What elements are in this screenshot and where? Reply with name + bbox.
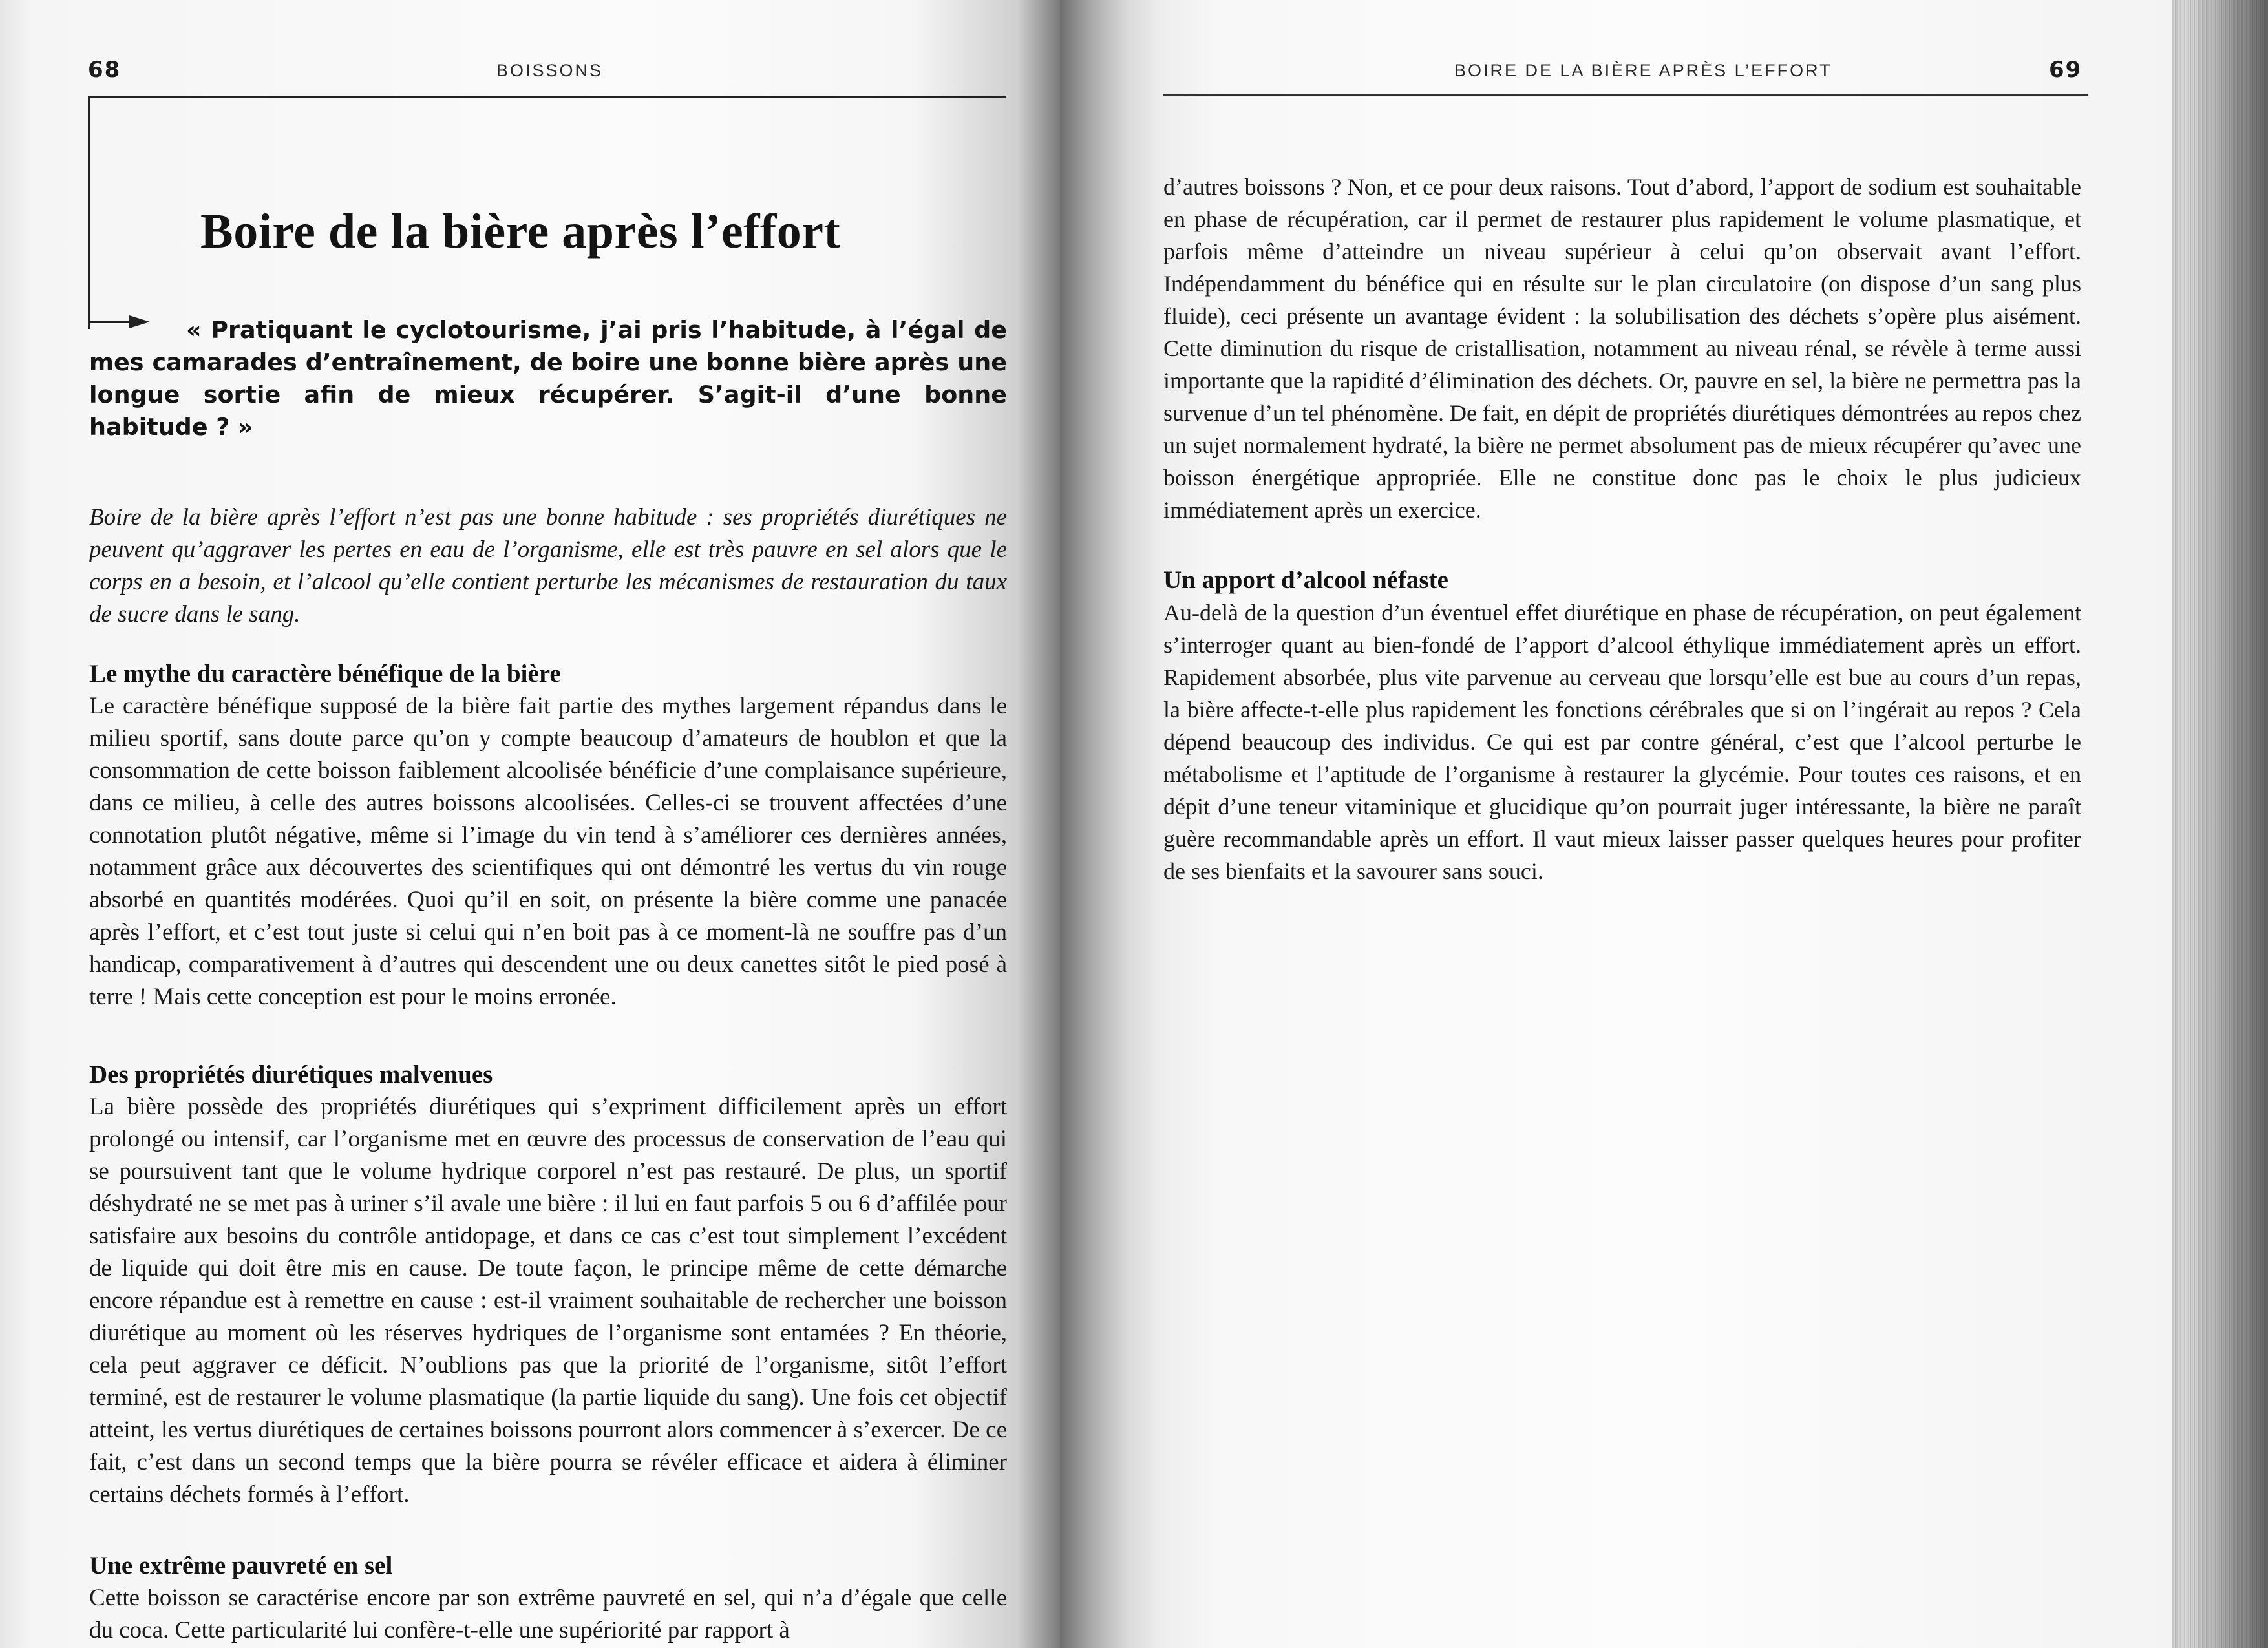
section-salt	[89, 1550, 1007, 1647]
title-frame-left	[88, 96, 90, 329]
right-page	[1163, 0, 2172, 1648]
left-page	[0, 0, 1060, 1648]
page-edges-shadow	[2194, 0, 2268, 1648]
section-heading: Des propriétés diurétiques malvenues	[89, 1061, 493, 1088]
page-number-left: 68	[88, 57, 122, 83]
section-body: Le caractère bénéfique supposé de la bière fait partie des mythes largement répandus dans le milieu sportif, sans doute parce qu’on y compte beaucoup d’amateurs de houblon et que la consommation de cette boisson faiblement alcoolisée bénéficie d’une complaisance supérieure, dans ce milieu, à celle des autres boissons alcoolisées. Celles-ci se trouvent affectées d’une connotation plutôt négative, même si l’image du vin tend à s’améliorer ces dernières années, notamment grâce aux découvertes des scientifiques qui ont démontré les vertus du vin rouge absorbé en quantités modérées. Quoi qu’il en soit, on présente la bière comme une panacée après l’effort, et c’est tout juste si celui qui n’en boit pas à ce moment-là ne souffre pas d’un handicap, comparativement à d’autres qui descendent une ou deux canettes sitôt le pied posé à terre ! Mais cette conception est pour le moins erronée.	[89, 693, 1007, 1010]
section-diuretic	[89, 1059, 1007, 1511]
section-heading: Une extrême pauvreté en sel	[89, 1552, 393, 1579]
section-alcohol	[1163, 564, 2081, 887]
section-body: Au-delà de la question d’un éventuel effet diurétique en phase de récupération, on peut également s’interroger quant au bien-fondé de l’apport d’alcool éthylique immédiatement après un effort. Rapidement absorbée, plus vite parvenue au cerveau que lorsqu’elle est bue au cours d’un repas, la bière affecte-t-elle plus rapidement les fonctions cérébrales que si on l’ingérait au repos ? Cela dépend beaucoup des individus. Ce qui est par contre général, c’est que l’alcool perturbe le métabolisme et l’aptitude de l’organisme à restaurer la glycémie. Pour toutes ces raisons, et en dépit d’une teneur vitaminique et glucidique qu’on pourrait juger intéressante, la bière ne paraît guère recommandable après un effort. Il vaut mieux laisser passer quelques heures pour profiter de ses bienfaits et la savourer sans souci.	[1163, 600, 2081, 884]
section-heading: Le mythe du caractère bénéfique de la bière	[89, 660, 561, 688]
running-head-right: BOIRE DE LA BIÈRE APRÈS L’EFFORT	[1454, 61, 1832, 80]
section-body: La bière possède des propriétés diurétiques qui s’expriment difficilement après un effort prolongé ou intensif, car l’organisme met en œuvre des processus de conservation de l’eau qui se poursuivent tant que le volume hydrique corporel n’est pas restauré. De plus, un sportif déshydraté ne se met pas à uriner s’il avale une bière : il lui en faut parfois 5 ou 6 d’affilée pour satisfaire aux besoins du contrôle antidopage, et dans ce cas c’est tout simplement l’excédent de liquide qui doit être mis en cause. De toute façon, le principe même de cette démarche encore répandue est à remettre en cause : est-il vraiment souhaitable de rechercher une boisson diurétique au moment où les réserves hydriques de l’organisme sont entamées ? En théorie, cela peut aggraver ce déficit. N’oublions pas que la priorité de l’organisme, sitôt l’effort terminé, est de restaurer le volume plasmatique (la partie liquide du sang). Une fois cet objectif atteint, les vertus diurétiques de certaines boissons pourront alors commencer à s’exercer. De ce fait, c’est dans un second temps que la bière pourra se révéler efficace et aidera à éliminer certains déchets formés à l’effort.	[89, 1093, 1007, 1508]
section-heading: Un apport d’alcool néfaste	[1163, 566, 1448, 594]
section-myth	[89, 658, 1007, 1013]
continuation-paragraph: d’autres boissons ? Non, et ce pour deux raisons. Tout d’abord, l’apport de sodium est souhaitable en phase de récupération, car il permet de restaurer plus rapidement le volume plasmatique, et parfois même d’atteindre un niveau supérieur à celui qu’on observait avant l’effort. Indépendamment du bénéfice qui en résulte sur le plan circulatoire (on dispose d’un sang plus fluide), ceci présente un avantage évident : la solubilisation des déchets s’opère plus aisément. Cette diminution du risque de cristallisation, notamment au niveau rénal, se révèle à terme aussi importante que la rapidité d’élimination des déchets. Or, pauvre en sel, la bière ne permettra pas la survenue d’un tel phénomène. De fait, en dépit de propriétés diurétiques démontrées au repos chez un sujet normalement hydraté, la bière ne permet absolument pas de mieux récupérer qu’avec une boisson énergétique appropriée. Elle ne constitue donc pas le choix le plus judicieux immédiatement après un exercice.	[1163, 174, 2081, 523]
reader-question: « Pratiquant le cyclotourisme, j’ai pris l’habitude, à l’égal de mes camarades d’entraînement, de boire une bonne bière après une longue sortie afin de mieux récupérer. S’agit-il d’une bonne habitude ? »	[89, 316, 1007, 441]
article-title: Boire de la bière après l’effort	[200, 204, 841, 259]
title-frame-top	[88, 96, 1006, 98]
header-rule	[1163, 94, 2088, 96]
running-head-left: BOISSONS	[496, 61, 604, 80]
article-summary: Boire de la bière après l’effort n’est pas une bonne habitude : ses propriétés diurétiques ne peuvent qu’aggraver les pertes en eau de l’organisme, elle est très pauvre en sel alors que le corps en a besoin, et l’alcool qu’elle contient perturbe les mécanismes de restauration du taux de sucre dans le sang.	[89, 504, 1007, 628]
page-number-right: 69	[2049, 57, 2083, 83]
continuation-text	[1163, 171, 2081, 526]
book-gutter	[1060, 0, 1163, 1648]
section-body: Cette boisson se caractérise encore par son extrême pauvreté en sel, qui n’a d’égale que celle du coca. Cette particularité lui confère-t-elle une supériorité par rapport à	[89, 1585, 1007, 1643]
